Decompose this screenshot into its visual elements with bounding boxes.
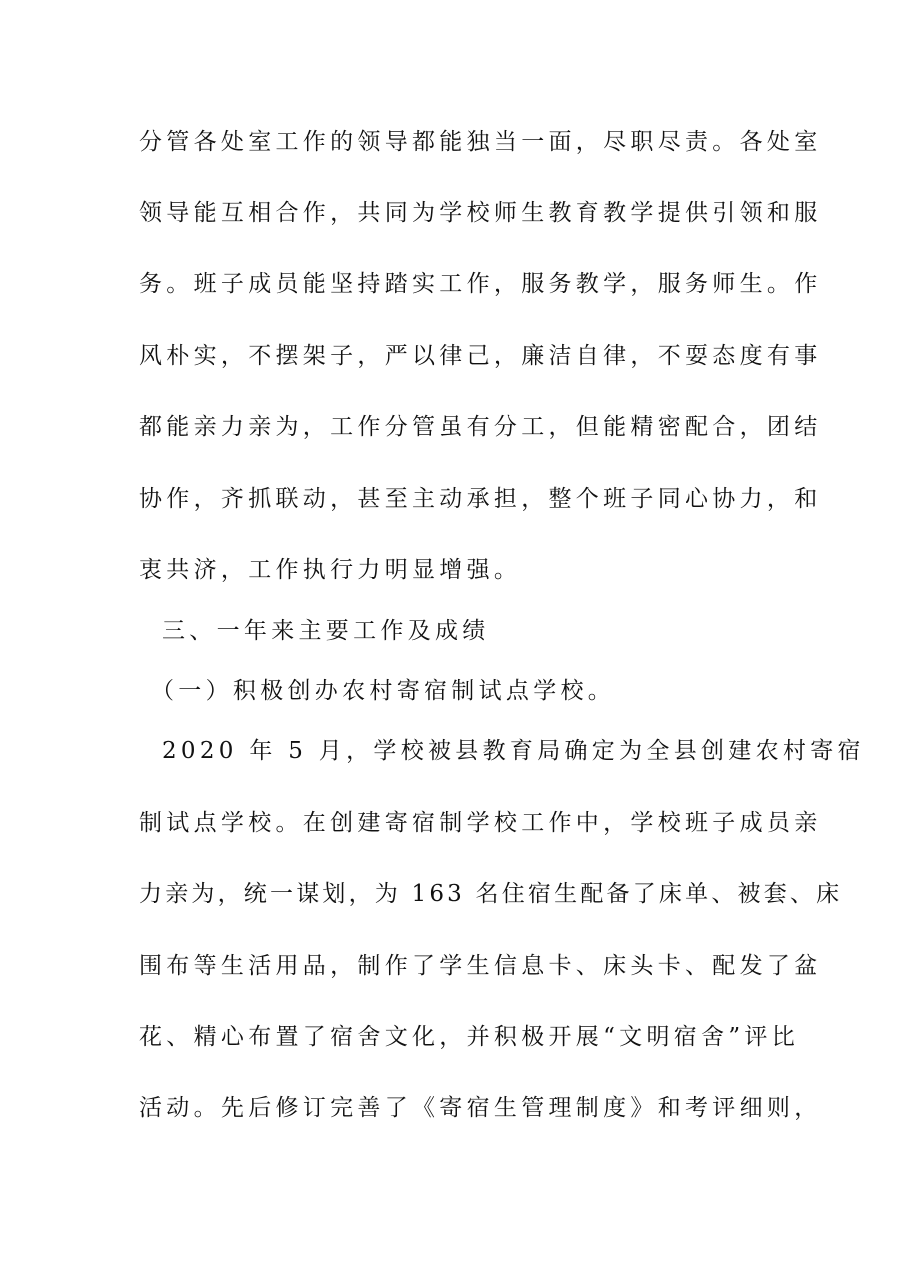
paragraph-line: 制试点学校。在创建寄宿制学校工作中，学校班子成员亲 <box>139 810 822 836</box>
paragraph-line: 分管各处室工作的领导都能独当一面，尽职尽责。各处室 <box>139 129 822 155</box>
paragraph-line: 力亲为，统一谋划，为 163 名住宿生配备了床单、被套、床 <box>139 881 843 907</box>
paragraph-line: 都能亲力亲为，工作分管虽有分工，但能精密配合，团结 <box>139 414 822 440</box>
paragraph-line: 务。班子成员能坚持踏实工作，服务教学，服务师生。作 <box>139 271 822 297</box>
paragraph-line: 衷共济，工作执行力明显增强。 <box>139 557 522 583</box>
paragraph-line: 2020 年 5 月，学校被县教育局确定为全县创建农村寄宿 <box>162 738 865 764</box>
subsection-heading: （一）积极创办农村寄宿制试点学校。 <box>151 678 616 704</box>
section-heading: 三、一年来主要工作及成绩 <box>162 618 490 644</box>
paragraph-line: 花、精心布置了宿舍文化，并积极开展“文明宿舍”评比 <box>139 1024 800 1050</box>
paragraph-line: 活动。先后修订完善了《寄宿生管理制度》和考评细则， <box>139 1095 822 1121</box>
paragraph-line: 领导能互相合作，共同为学校师生教育教学提供引领和服 <box>139 200 822 226</box>
paragraph-line: 协作，齐抓联动，甚至主动承担，整个班子同心协力，和 <box>139 486 822 512</box>
paragraph-line: 风朴实，不摆架子，严以律己，廉洁自律，不耍态度有事 <box>139 343 822 369</box>
paragraph-line: 围布等生活用品，制作了学生信息卡、床头卡、配发了盆 <box>139 953 822 979</box>
